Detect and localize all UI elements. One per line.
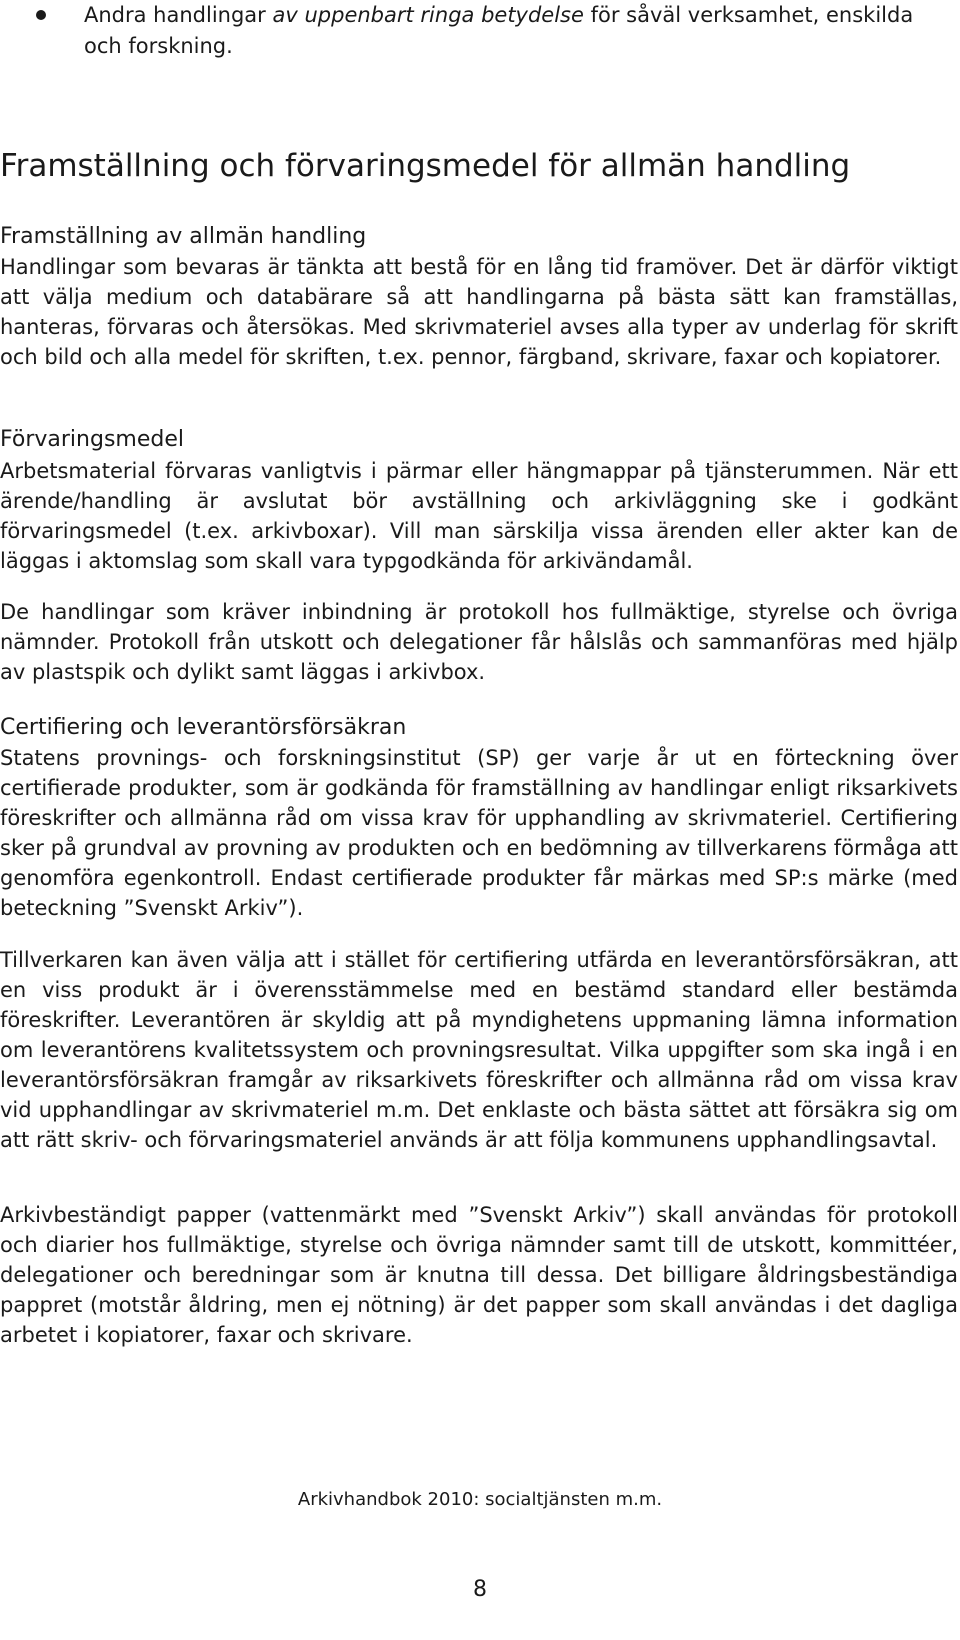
heading-forvaringsmedel: Förvaringsmedel [0, 427, 184, 452]
bullet-text-emphasis: av uppenbart ringa betydelse [272, 3, 584, 27]
page-number: 8 [473, 1577, 487, 1602]
bullet-dot-icon [36, 10, 46, 20]
footer-text: Arkivhandbok 2010: socialtjänsten m.m. [297, 1489, 663, 1510]
bullet-text-pre: Andra handlingar [84, 3, 273, 27]
paragraph-certifiering-3: Arkivbeständigt papper (vattenmärkt med ”Svenskt Arkiv”) skall användas för protokoll och diarier hos fullmäktige, styrelse och övriga nämnder samt till de utskott, kommittéer, delegationer och beredningar som är knutna till dessa. Det billigare åldringsbeständiga pappret (motstår åldring, men ej nötning) är det papper som skall användas i det dagliga arbetet i kopiatorer, faxar och skrivare. [0, 1203, 958, 1347]
bullet-text-post: för såväl verksamhet, enskilda och forskning. [84, 3, 914, 58]
paragraph-certifiering-2: Tillverkaren kan även välja att i stället för certifiering utfärda en leverantörsförsäkran, att en viss produkt är i överensstämmelse med en bestämd standard eller bestämda föreskrifter. Leverantören är skyldig att på myndighetens uppmaning lämna information om leverantörens kvalitetssystem och provningsresultat. Vilka uppgifter som ska ingå i en leverantörsförsäkran framgår av riksarkivets föreskrifter och allmänna råd om vissa krav vid upphandlingar av skrivmateriel m.m. Det enklaste och bästa sättet att försäkra sig om att rätt skriv- och förvaringsmateriel används är att följa kommunens upphandlingsavtal. [0, 948, 958, 1152]
paragraph-framstallning: Handlingar som bevaras är tänkta att bestå för en lång tid framöver. Det är därför viktigt att välja medium och databärare så att handlingarna på bästa sätt kan framställas, hanteras, förvaras och återsökas. Med skrivmateriel avses alla typer av underlag för skrift och bild och alla medel för skriften, t.ex. pennor, färgband, skrivare, faxar och kopiatorer. [0, 255, 958, 369]
paragraph-forvaringsmedel-1: Arbetsmaterial förvaras vanligtvis i pärmar eller hängmappar på tjänsterummen. När ett ärende/handling är avslutat bör avställning och arkivläggning ske i godkänt förvaringsmedel (t.ex. arkivboxar). Vill man särskilja vissa ärenden eller akter kan de läggas i aktomslag som skall vara typgodkända för arkivändamål. [0, 459, 958, 573]
bullet-text [84, 0, 956, 62]
paragraph-certifiering-1: Statens provnings- och forskningsinstitut (SP) ger varje år ut en förteckning över certifierade produkter, som är godkända för framställning av handlingar enligt riksarkivets föreskrifter och allmänna råd om vissa krav för upphandling av skrivmateriel. Certifiering sker på grundval av provning av produkten och en bedömning av tillverkarens förmåga att genomföra egenkontroll. Endast certifierade produkter får märkas med SP:s märke (med beteckning ”Svenskt Arkiv”). [0, 746, 958, 920]
heading-framstallning: Framställning av allmän handling [0, 224, 367, 249]
bullet-item [36, 0, 956, 62]
section-title: Framställning och förvaringsmedel för allmän handling [0, 148, 851, 184]
paragraph-forvaringsmedel-2: De handlingar som kräver inbindning är protokoll hos fullmäktige, styrelse och övriga nämnder. Protokoll från utskott och delegationer får hålslås och sammanföras med hjälp av plastspik och dylikt samt läggas i arkivbox. [0, 600, 958, 684]
heading-certifiering: Certifiering och leverantörsförsäkran [0, 715, 407, 740]
